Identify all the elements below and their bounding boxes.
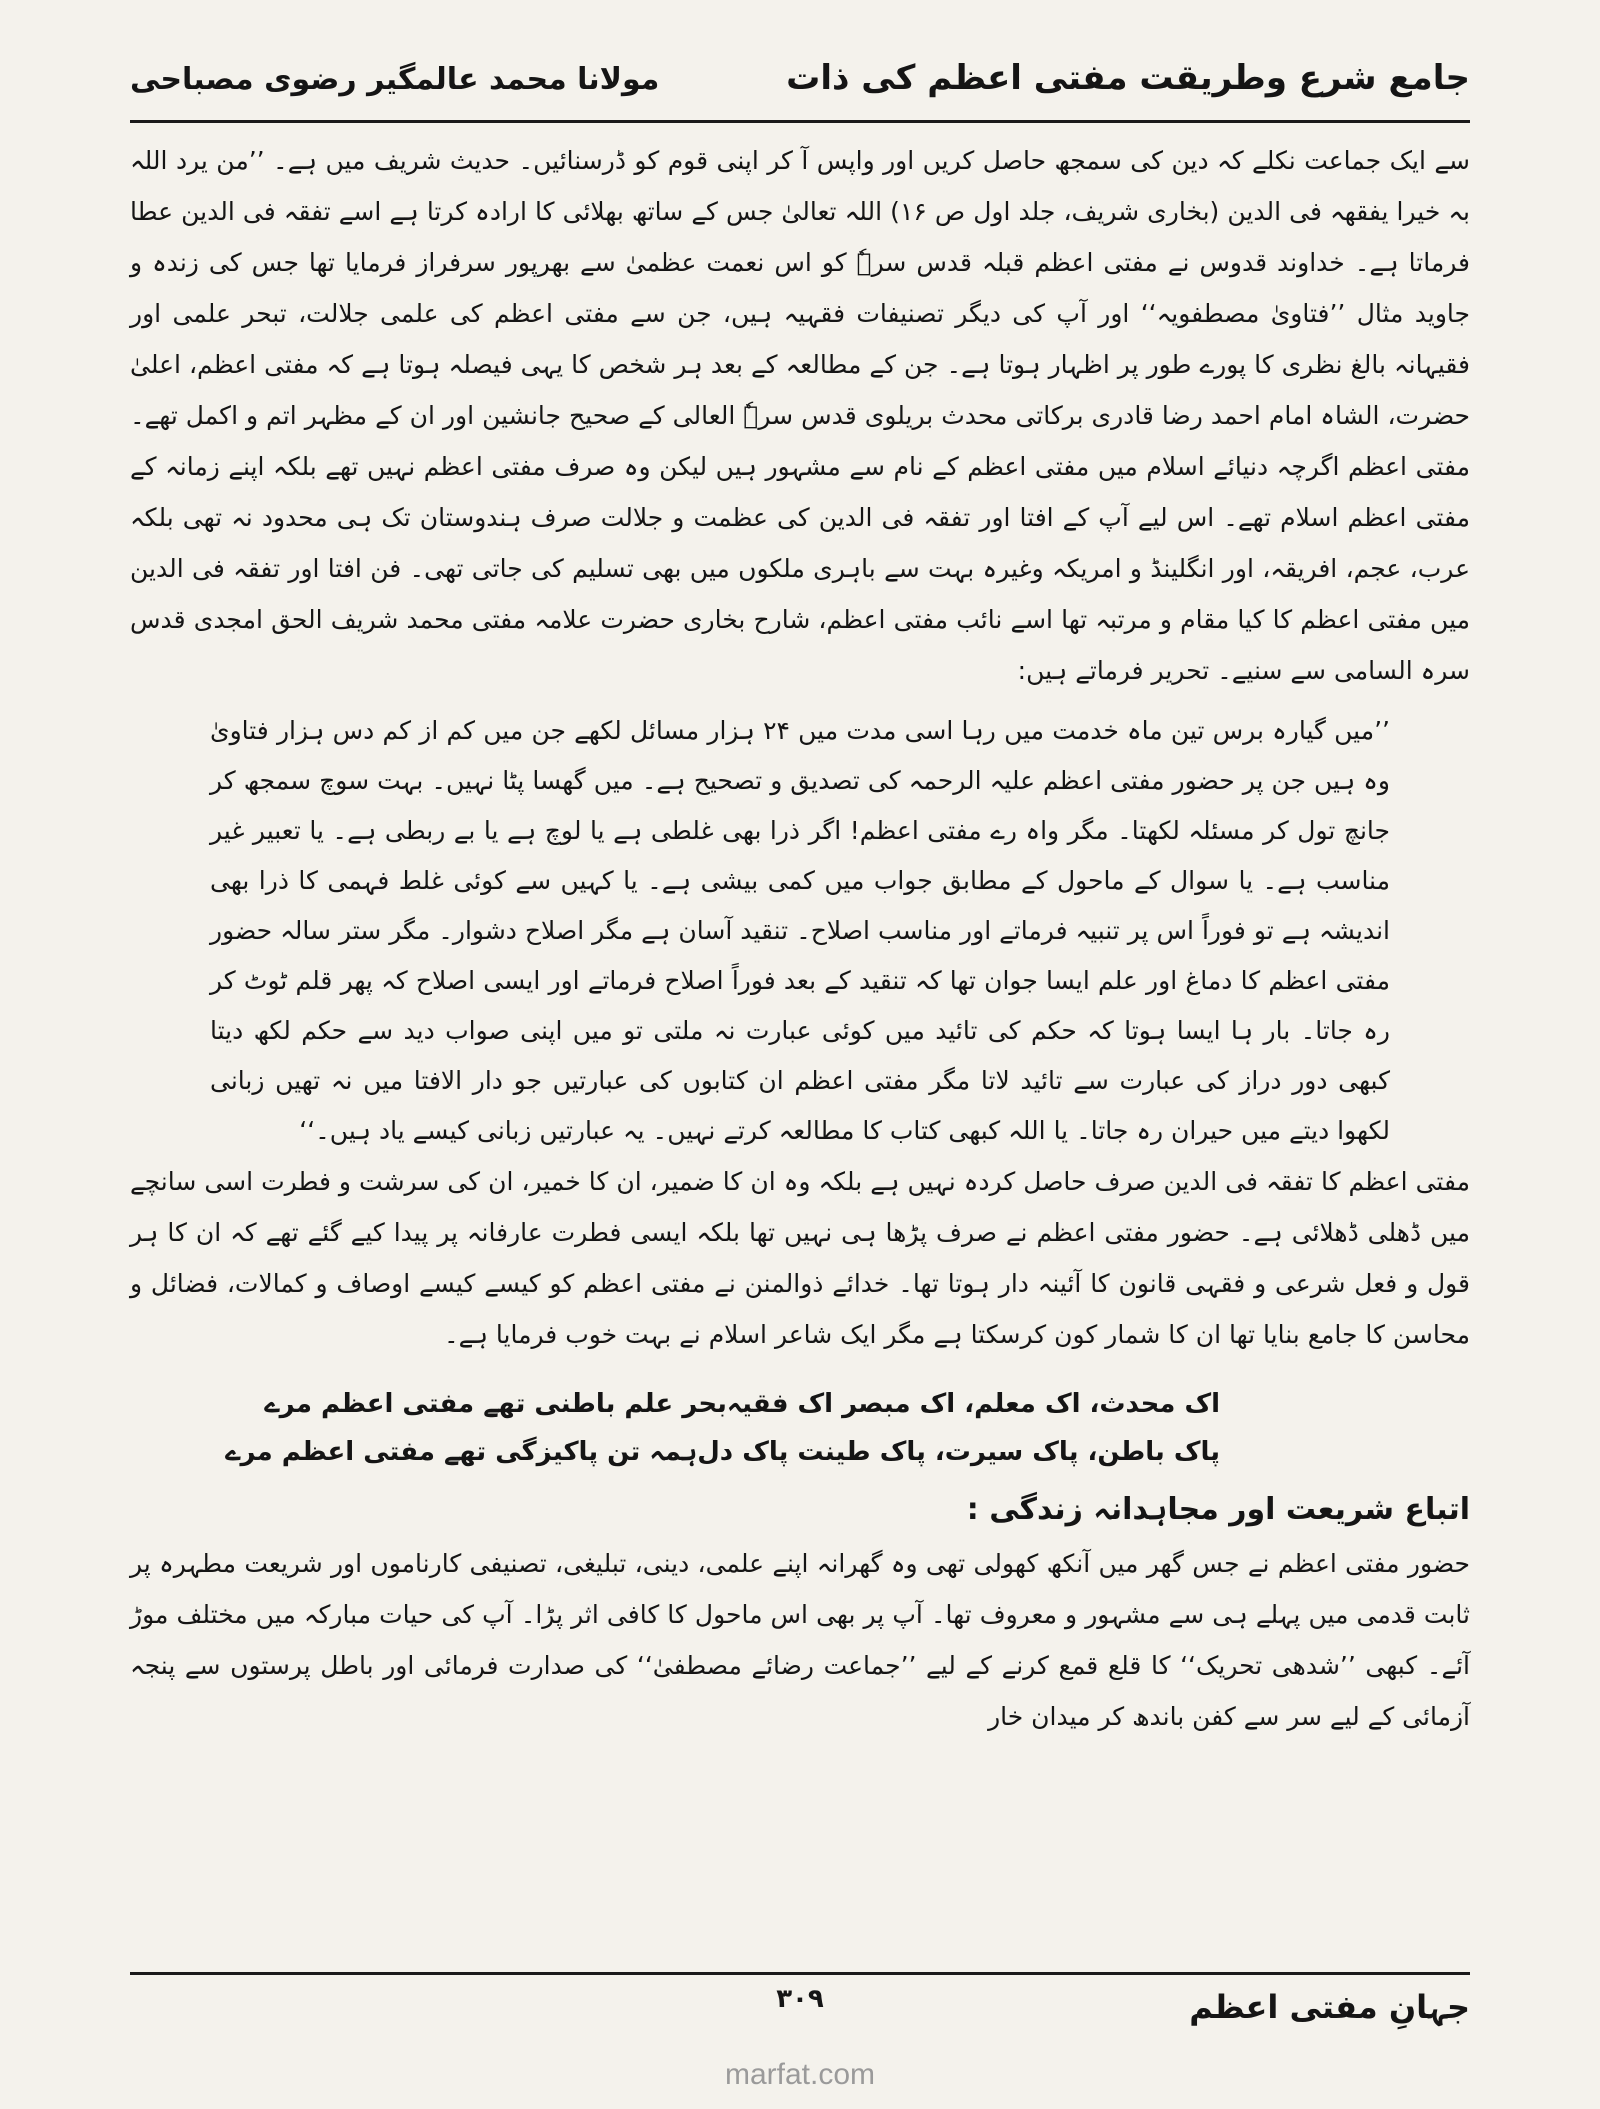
paragraph-1: سے ایک جماعت نکلے کہ دین کی سمجھ حاصل کریں اور واپس آ کر اپنی قوم کو ڈرسنائیں۔ حدیث شریف میں ہے۔ ’’من یرد اللہ بہ خیرا یفقھہ فی الدین (بخاری شریف، جلد اول ص ۱۶) اللہ تعالیٰ جس کے ساتھ بھلائی کا ارادہ کرتا ہے اسے تفقہ فی الدین عطا فرماتا ہے۔ خداوند قدوس نے مفتی اعظم قبلہ قدس سرہٗ کو اس نعمت عظمیٰ سے بھرپور سرفراز فرمایا تھا جس کی زندہ و جاوید مثال ’’فتاویٰ مصطفویہ‘‘ اور آپ کی دیگر تصنیفات فقہیہ ہیں، جن سے مفتی اعظم کی علمی جلالت، تبحر علمی اور فقیہانہ بالغ نظری کا پورے طور پر اظہار ہوتا ہے۔ جن کے مطالعہ کے بعد ہر شخص کا یہی فیصلہ ہوتا ہے کہ مفتی اعظم، اعلیٰ حضرت، الشاہ امام احمد رضا قادری برکاتی محدث بریلوی قدس سرہٗ العالی کے صحیح جانشین اور ان کے مظہر اتم و اکمل تھے۔ مفتی اعظم اگرچہ دنیائے اسلام میں مفتی اعظم کے نام سے مشہور ہیں لیکن وہ صرف مفتی اعظم نہیں تھے بلکہ اپنے زمانہ کے مفتی اعظم اسلام تھے۔ اس لیے آپ کے افتا اور تفقہ فی الدین کی عظمت و جلالت صرف ہندوستان تک ہی محدود نہ تھی بلکہ عرب، عجم، افریقہ، اور انگلینڈ و امریکہ وغیرہ بہت سے باہری ملکوں میں بھی تسلیم کی جاتی تھی۔ فن افتا اور تفقہ فی الدین میں مفتی اعظم کا کیا مقام و مرتبہ تھا اسے نائب مفتی اعظم، شارح بخاری حضرت علامہ مفتی محمد شریف الحق امجدی قدس سرہ السامی سے سنیے۔ تحریر فرماتے ہیں: [130,146,1470,685]
body-text [130,135,1470,1742]
couplet-first-line: پاک باطن، پاک سیرت، پاک طینت پاک دل [697,1437,1220,1467]
footer-rule [130,1972,1470,1975]
header-rule [130,120,1470,123]
paragraph-2: مفتی اعظم کا تفقہ فی الدین صرف حاصل کردہ نہیں ہے بلکہ وہ ان کا ضمیر، ان کا خمیر، ان کی سرشت و فطرت اسی سانچے میں ڈھلی ڈھلائی ہے۔ حضور مفتی اعظم نے صرف پڑھا ہی نہیں تھا بلکہ ایسی فطرت عارفانہ پر پیدا کیے گئے تھے کہ ان کا ہر قول و فعل شرعی و فقہی قانون کا آئینہ دار ہوتا تھا۔ خدائے ذوالمنن نے مفتی اعظم کو کیسے کیسے اوصاف و کمالات، فضائل و محاسن کا جامع بنایا تھا ان کا شمار کون کرسکتا ہے مگر ایک شاعر اسلام نے بہت خوب فرمایا ہے۔ [130,1167,1470,1349]
couplet-second-line: بحر علم باطنی تھے مفتی اعظم مرے [264,1389,727,1419]
watermark: marfat.com [724,2058,876,2091]
section-heading: اتباع شریعت اور مجاہدانہ زندگی : [966,1492,1470,1527]
couplet [225,1428,1220,1476]
running-author: مولانا محمد عالمگیر رضوی مصباحی [130,62,660,97]
couplet-second-line: ہمہ تن پاکیزگی تھے مفتی اعظم مرے [225,1437,698,1467]
running-title: جامع شرع وطریقت مفتی اعظم کی ذات [786,58,1470,98]
page-footer [130,1980,1470,2050]
poem [225,1380,1220,1476]
book-title: جہانِ مفتی اعظم [1189,1988,1470,2026]
block-quote: ’’میں گیارہ برس تین ماہ خدمت میں رہا اسی مدت میں ۲۴ ہزار مسائل لکھے جن میں کم از کم دس ہزار فتاویٰ وہ ہیں جن پر حضور مفتی اعظم علیہ الرحمہ کی تصدیق و تصحیح ہے۔ میں گھسا پٹا نہیں۔ بہت سوچ سمجھ کر جانچ تول کر مسئلہ لکھتا۔ مگر واہ رے مفتی اعظم! اگر ذرا بھی غلطی ہے یا لوچ ہے یا بے ربطی ہے۔ یا تعبیر غیر مناسب ہے۔ یا سوال کے ماحول کے مطابق جواب میں کمی بیشی ہے۔ یا کہیں سے کوئی غلط فہمی کا ذرا بھی اندیشہ ہے تو فوراً اس پر تنبیہ فرماتے اور مناسب اصلاح۔ تنقید آسان ہے مگر اصلاح دشوار۔ مگر ستر سالہ حضور مفتی اعظم کا دماغ اور علم ایسا جوان تھا کہ تنقید کے بعد فوراً اصلاح فرماتے اور ایسی اصلاح کہ پھر قلم ٹوٹ کر رہ جاتا۔ بار ہا ایسا ہوتا کہ حکم کی تائید میں کوئی عبارت نہ ملتی تو میں اپنی صواب دید سے حکم لکھ دیتا کبھی دور دراز کی عبارت سے تائید لاتا مگر مفتی اعظم ان کتابوں کی عبارتیں جو دار الافتا میں نہ تھیں زبانی لکھوا دیتے میں حیران رہ جاتا۔ یا اللہ کبھی کتاب کا مطالعہ کرتے نہیں۔ یہ عبارتیں زبانی کیسے یاد ہیں۔‘‘ [210,716,1390,1145]
couplet-first-line: اک محدث، اک معلم، اک مبصر اک فقیہ [726,1389,1220,1419]
page-number: ۳۰۹ [776,1984,824,2014]
couplet [264,1380,1220,1428]
paragraph-3: حضور مفتی اعظم نے جس گھر میں آنکھ کھولی تھی وہ گھرانہ اپنے علمی، دینی، تبلیغی، تصنیفی کارناموں اور شریعت مطہرہ پر ثابت قدمی میں پہلے ہی سے مشہور و معروف تھا۔ آپ پر بھی اس ماحول کا کافی اثر پڑا۔ آپ کی حیات مبارکہ میں مختلف موڑ آئے۔ کبھی ’’شدھی تحریک‘‘ کا قلع قمع کرنے کے لیے ’’جماعت رضائے مصطفیٰ‘‘ کی صدارت فرمائی اور باطل پرستوں سے پنجہ آزمائی کے لیے سر سے کفن باندھ کر میدان خار [130,1549,1470,1731]
page-header [130,32,1470,122]
